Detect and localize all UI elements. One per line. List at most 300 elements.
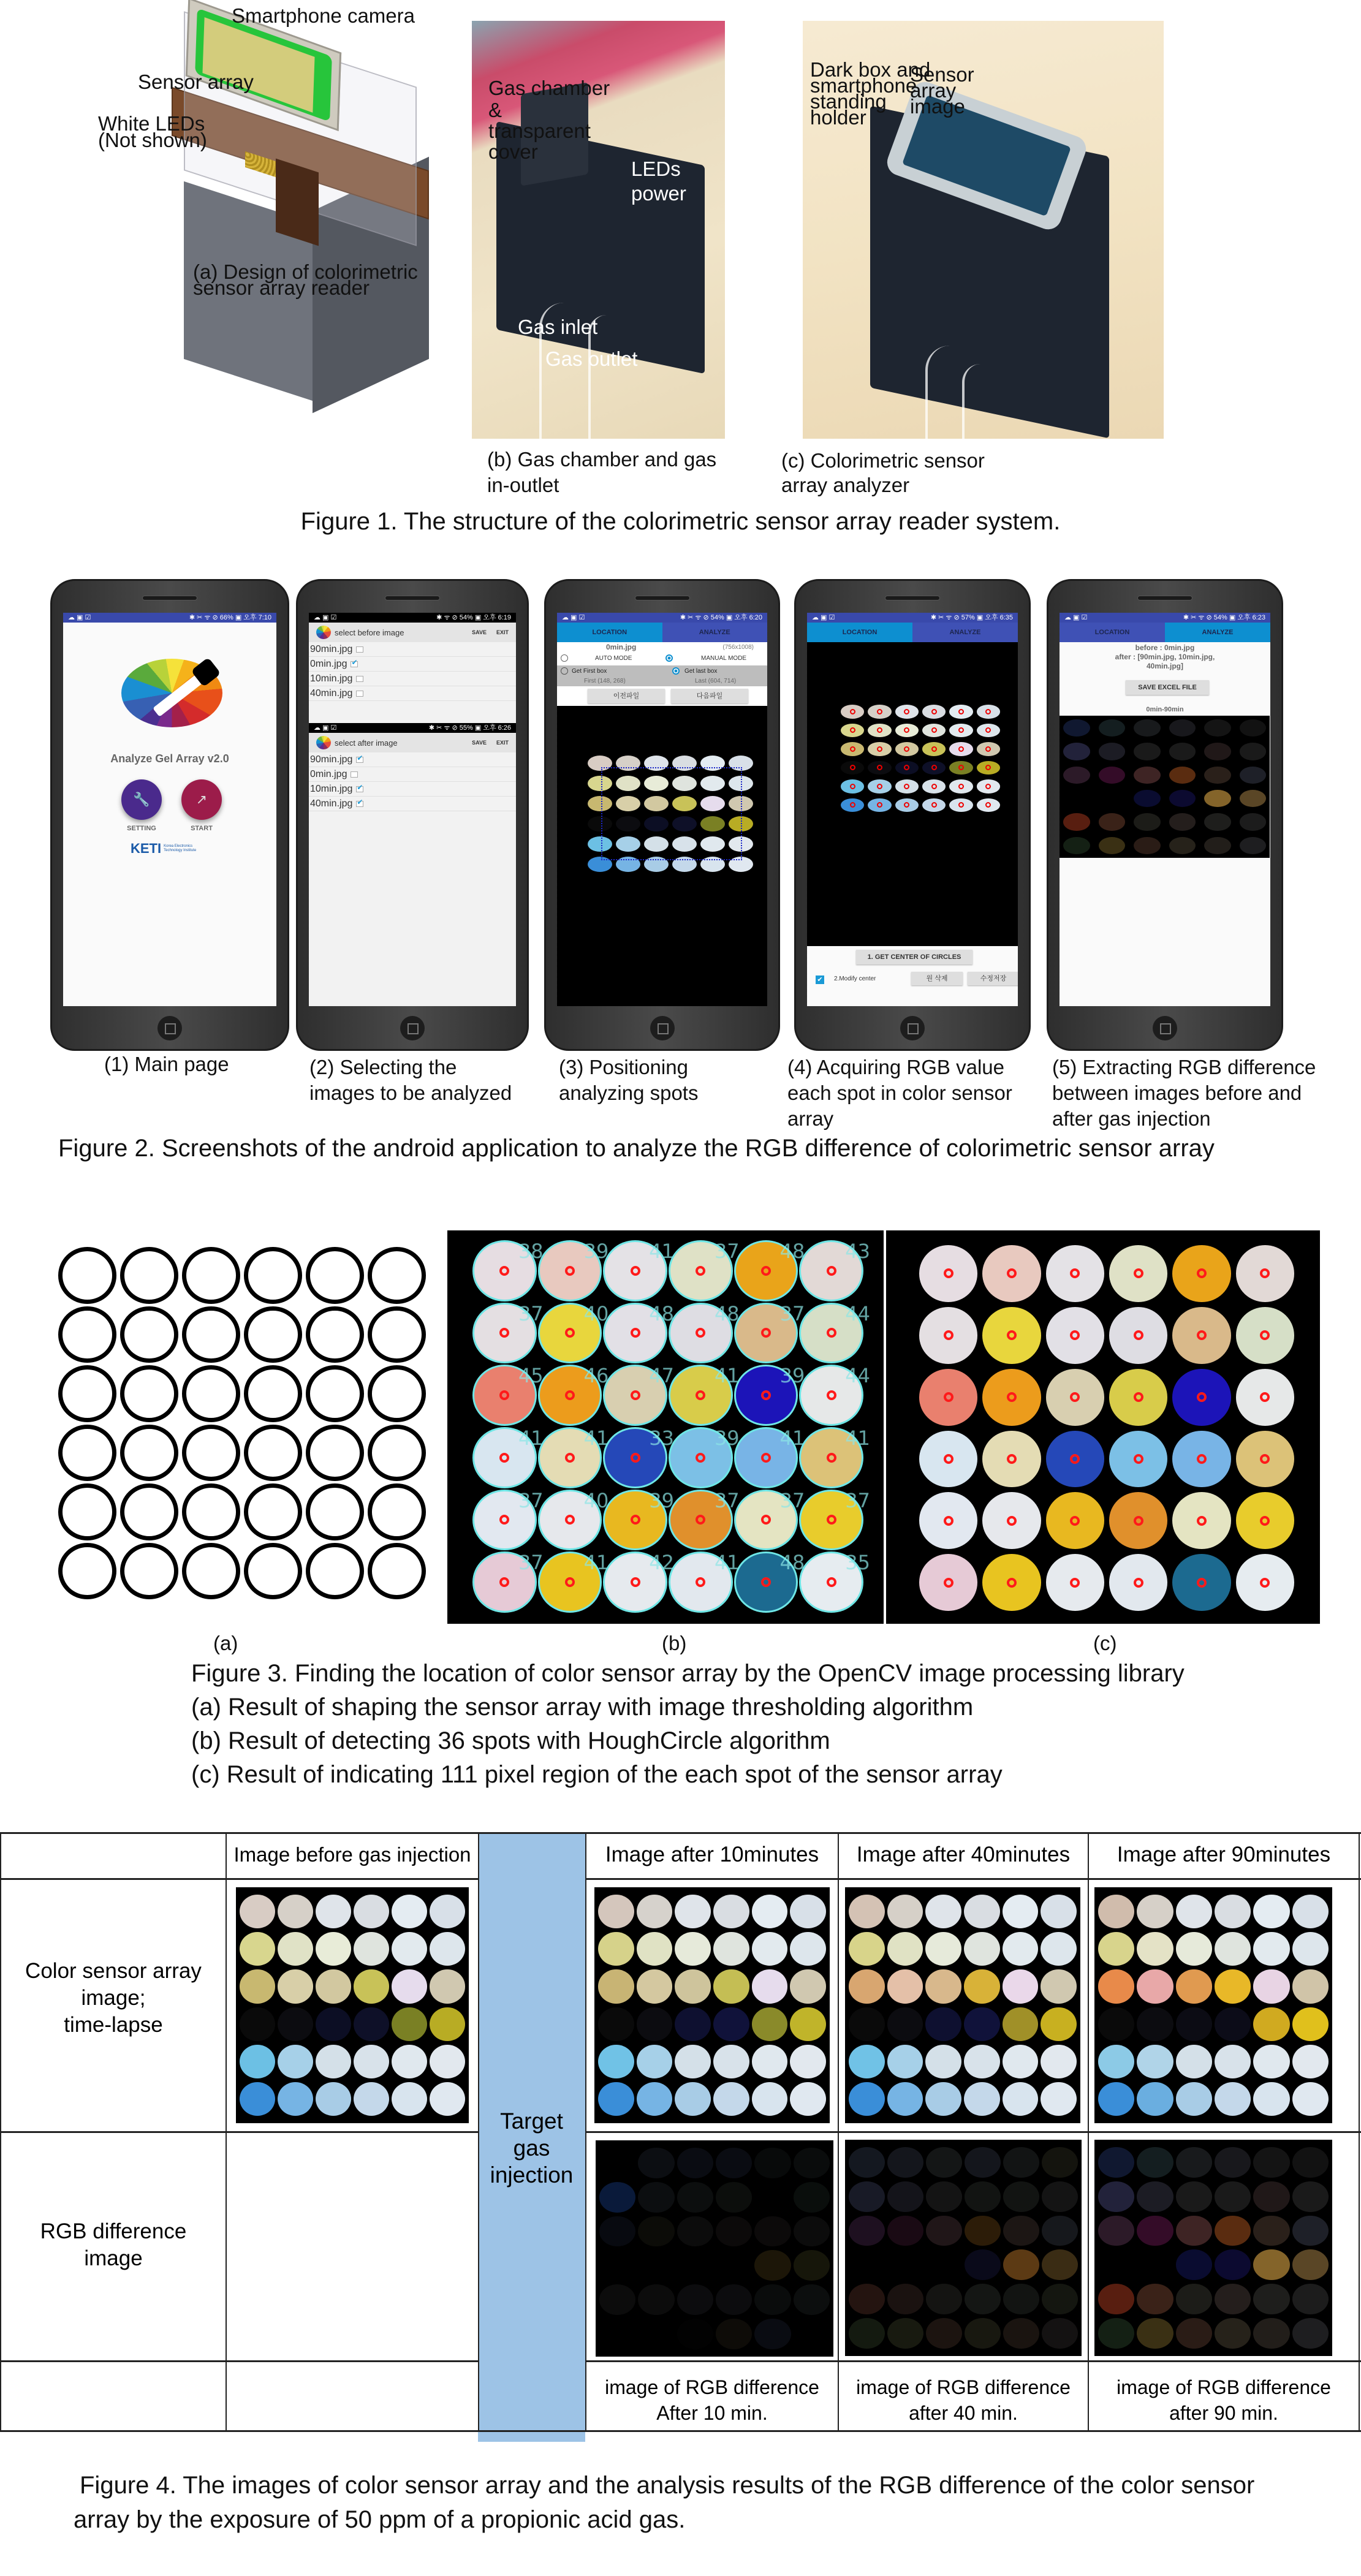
sensor-spot	[849, 2082, 885, 2116]
spot-radius-label: 39	[714, 1426, 740, 1450]
sensor-spot	[1172, 1554, 1230, 1611]
sensor-spot	[895, 705, 919, 719]
threshold-spot	[58, 1483, 116, 1540]
spot-center-marker	[1134, 1268, 1143, 1278]
after-title: select after image	[335, 738, 398, 748]
sensor-spot	[868, 779, 891, 794]
before-title: select before image	[335, 627, 404, 637]
sensor-spot	[1169, 719, 1196, 737]
threshold-spot	[58, 1365, 116, 1422]
sensor-spot	[736, 1551, 805, 1611]
sensor-spot	[1098, 2007, 1134, 2041]
spot-center-marker	[827, 1453, 836, 1463]
sensor-spot	[1098, 2147, 1134, 2178]
sensor-spot	[752, 2045, 788, 2078]
after-save-button[interactable]: SAVE	[472, 740, 487, 746]
spot-center-marker	[1070, 1392, 1080, 1402]
sensor-spot	[868, 742, 891, 756]
manual-mode-radio[interactable]	[665, 654, 673, 662]
sensor-spot	[790, 1932, 826, 1966]
spot-radius-label: 37	[779, 1488, 805, 1512]
file-nav	[557, 686, 767, 706]
figure1-panel-a-drawing	[92, 0, 466, 441]
fig2-caption-5a: (5) Extracting RGB difference	[1052, 1056, 1316, 1078]
sensor-spot	[895, 798, 919, 813]
spot-center-marker	[958, 746, 964, 752]
sensor-spot	[1137, 2007, 1173, 2041]
spot-center-marker	[1260, 1268, 1270, 1278]
sensor-spot	[1292, 2082, 1329, 2116]
spot-radius-label: 46	[583, 1364, 609, 1388]
diff-label: 0min-90min	[1146, 706, 1184, 713]
sensor-spot	[540, 1240, 609, 1300]
label-cover: cover	[488, 140, 538, 163]
detected-centers-image[interactable]	[841, 705, 1000, 812]
label-gas-inlet: Gas inlet	[518, 316, 598, 338]
checkbox[interactable]	[356, 691, 363, 697]
label-sensor: Sensor	[910, 63, 974, 86]
sensor-spot	[392, 1932, 427, 1966]
sensor-spot	[278, 2007, 313, 2041]
sensor-spot	[1134, 719, 1161, 737]
auto-mode-radio[interactable]	[561, 654, 568, 662]
checkbox-checked[interactable]	[356, 786, 363, 792]
sensor-spot	[1003, 2216, 1039, 2246]
sensor-spot	[964, 2045, 1000, 2078]
sensor-spot	[1292, 2216, 1329, 2246]
sensor-spot	[965, 2284, 1001, 2314]
sensor-spot	[278, 1969, 313, 2003]
prev-file-button[interactable]: 이전파일	[588, 689, 665, 703]
sensor-spot	[430, 1895, 465, 1928]
sensor-spot	[638, 2182, 674, 2213]
threshold-spot	[368, 1247, 426, 1304]
spot-center-marker	[1197, 1454, 1207, 1464]
sensor-spot	[794, 2284, 830, 2315]
threshold-spot	[120, 1306, 178, 1363]
table-line	[0, 2131, 478, 2133]
before-file-row[interactable]	[309, 672, 516, 686]
sensor-spot	[1253, 2318, 1289, 2349]
save-edit-button[interactable]: 수정저장	[968, 972, 1018, 985]
threshold-spot	[182, 1483, 240, 1540]
get-center-button[interactable]: 1. GET CENTER OF CIRCLES	[856, 950, 972, 964]
sensor-spot	[1169, 743, 1196, 760]
spot-center-marker	[985, 802, 991, 808]
threshold-spot	[244, 1247, 302, 1304]
sensor-spot	[926, 2249, 962, 2280]
sensor-spot	[430, 1932, 465, 1966]
sensor-spot	[1215, 2007, 1251, 2041]
sensor-spot	[1042, 2216, 1078, 2246]
sensor-spot	[430, 2082, 465, 2116]
file-name: 10min.jpg	[310, 673, 353, 684]
sensor-spot	[1236, 1554, 1294, 1611]
after-file-row[interactable]	[309, 767, 516, 782]
sensor-spot	[392, 2045, 427, 2078]
phone-screen	[557, 613, 767, 1006]
label-white-leds: White LEDs	[98, 112, 205, 135]
fig2-caption-4b: each spot in color sensor	[787, 1082, 1012, 1104]
sensor-spot	[1046, 1307, 1104, 1364]
sensor-spot	[1253, 2147, 1289, 2178]
sensor-spot	[599, 2216, 635, 2247]
sensor-spot	[752, 1932, 788, 1966]
after-file-row[interactable]	[309, 782, 516, 797]
figure1-panel-b-photo	[472, 21, 725, 439]
sensor-spot	[964, 2082, 1000, 2116]
spot-center-marker	[958, 802, 964, 808]
spot-center-marker	[631, 1515, 640, 1525]
sensor-spot	[1134, 743, 1161, 760]
sensor-spot	[925, 1895, 961, 1928]
sensor-spot	[1134, 813, 1161, 830]
sensor-spot	[1041, 1969, 1077, 2003]
sensor-spot	[1041, 2045, 1077, 2078]
wrench-icon: 🔧	[121, 779, 162, 820]
file-name: 0min.jpg	[310, 768, 347, 779]
tab-analyze[interactable]: ANALYZE	[662, 623, 768, 642]
label-transparent: transparent	[488, 119, 591, 142]
sensor-spot	[801, 1240, 870, 1300]
sensor-spot	[670, 1551, 740, 1611]
status-bar	[557, 613, 767, 623]
next-file-button[interactable]: 다음파일	[671, 689, 748, 703]
spot-center-marker	[761, 1515, 771, 1525]
sensor-spot	[982, 1369, 1041, 1426]
sensor-spot	[1137, 1969, 1173, 2003]
sensor-spot	[677, 2319, 713, 2349]
sensor-spot	[794, 2182, 830, 2213]
modify-center-checkbox[interactable]: ✔	[816, 975, 824, 984]
spot-center-marker	[1197, 1392, 1207, 1402]
sensor-spot	[1003, 2318, 1039, 2349]
sensor-spot	[240, 2045, 275, 2078]
spot-radius-label: 39	[649, 1488, 674, 1512]
spot-center-marker	[877, 727, 882, 733]
sensor-spot	[392, 1895, 427, 1928]
checkbox-checked[interactable]	[356, 801, 363, 807]
threshold-spot	[120, 1365, 178, 1422]
sensor-spot	[1176, 2147, 1212, 2178]
sensor-spot	[1236, 1431, 1294, 1488]
sensor-spot	[1292, 2147, 1329, 2178]
sensor-spot	[670, 1240, 740, 1300]
spot-center-marker	[565, 1328, 575, 1338]
spot-center-marker	[877, 765, 882, 770]
before-header	[309, 623, 516, 642]
sensor-spot	[1041, 1895, 1077, 1928]
sensor-spot	[1003, 1969, 1039, 2003]
spot-radius-label: 41	[845, 1426, 870, 1450]
sensor-spot	[926, 2216, 962, 2246]
spot-center-marker	[499, 1266, 509, 1276]
spot-center-marker	[565, 1453, 575, 1463]
keti-sub2: Technology Institute	[164, 849, 197, 852]
sensor-spot	[1240, 790, 1267, 807]
fig2-caption-5b: between images before and	[1052, 1082, 1302, 1104]
footer-40-line1: image of RGB difference	[856, 2376, 1071, 2398]
status-icons-left: ☁ ▣ ☑	[314, 614, 337, 621]
table-line	[1088, 1832, 1089, 2431]
row2-label-line2: image	[84, 2246, 143, 2270]
sensor-spot	[677, 2148, 713, 2178]
sensor-spot	[670, 1364, 740, 1424]
status-icons-left: ☁ ▣ ☑	[1064, 614, 1088, 621]
figure3-title: Figure 3. Finding the location of color sensor array by the OpenCV image processing library	[191, 1660, 1185, 1687]
sensor-spot	[754, 2216, 790, 2247]
sensor-spot	[1253, 2249, 1289, 2280]
sensor-spot	[1176, 2007, 1212, 2041]
setting-button[interactable]	[121, 779, 162, 832]
sensor-spot	[849, 2284, 885, 2314]
spot-center-marker	[985, 709, 991, 714]
sensor-spot	[841, 742, 864, 756]
spot-radius-label: 48	[779, 1551, 805, 1575]
sensor-spot	[949, 724, 972, 738]
header-after40: Image after 40minutes	[856, 1843, 1071, 1866]
diff-40min-image	[845, 2140, 1082, 2356]
sensor-spot	[1003, 2249, 1039, 2280]
sensor-spot	[1292, 2045, 1329, 2078]
sensor-spot	[982, 1554, 1041, 1611]
table-line	[585, 1832, 586, 2431]
spot-center-marker	[827, 1515, 836, 1525]
sensor-spot	[1137, 2045, 1173, 2078]
checkbox[interactable]	[356, 646, 363, 653]
status-icons-right: ✱ ᯤ ⊘ 54% ▣ 오후 6:19	[436, 614, 511, 621]
sensor-spot	[1215, 2284, 1251, 2314]
first-box-radio[interactable]	[561, 667, 568, 675]
threshold-spot	[120, 1483, 178, 1540]
sensor-spot	[1292, 2284, 1329, 2314]
sensor-spot	[1292, 2181, 1329, 2212]
sensor-spot	[474, 1301, 544, 1362]
sensor-spot	[964, 2007, 1000, 2041]
threshold-image	[58, 1247, 426, 1599]
label-gas-chamber: Gas chamber	[488, 77, 610, 99]
sensor-spot	[677, 2182, 713, 2213]
delete-circle-button[interactable]: 원 삭제	[911, 972, 963, 985]
selection-box	[601, 767, 742, 860]
label-leds-power: LEDs power	[631, 157, 686, 205]
label-image: image	[910, 95, 965, 118]
sensor-spot	[637, 1969, 673, 2003]
after-file-row[interactable]	[309, 752, 516, 767]
fig2-caption-3b: analyzing spots	[559, 1082, 699, 1104]
checkbox[interactable]	[351, 771, 358, 778]
sensor-spot	[1063, 837, 1090, 854]
file-name: 40min.jpg	[310, 798, 353, 809]
save-excel-button[interactable]: SAVE EXCEL FILE	[1126, 680, 1209, 695]
checkbox-checked[interactable]	[351, 661, 358, 667]
status-icons-right: ✱ ✂ ᯤ ⊘ 54% ▣ 오후 6:20	[680, 614, 762, 621]
fig1b-caption-1: (b) Gas chamber and gas	[487, 448, 717, 471]
sensor-spot	[982, 1431, 1041, 1488]
sensor-spot	[1003, 1932, 1039, 1966]
threshold-spot	[244, 1365, 302, 1422]
spot-center-marker	[1260, 1392, 1270, 1402]
spot-center-marker	[850, 727, 855, 733]
spot-center-marker	[761, 1453, 771, 1463]
sensor-spot	[754, 2182, 790, 2213]
spot-radius-label: 40	[583, 1301, 609, 1325]
app-logo-icon	[316, 736, 331, 749]
sensor-spot	[1204, 790, 1231, 807]
tab-location[interactable]: LOCATION	[1060, 623, 1165, 642]
figure1-panel-c-photo	[803, 21, 1164, 439]
sensor-spot	[841, 705, 864, 719]
before-file-row[interactable]	[309, 657, 516, 672]
spot-center-marker	[499, 1515, 509, 1525]
footer-40-line2: after 40 min.	[909, 2402, 1018, 2424]
sensor-spot	[713, 1895, 749, 1928]
sensor-spot	[849, 2216, 885, 2246]
spot-radius-label: 43	[845, 1240, 870, 1263]
sensor-spot	[240, 1895, 275, 1928]
fig1a-caption-2: sensor array reader	[193, 276, 370, 299]
spot-radius-label: 48	[779, 1240, 805, 1263]
spot-center-marker	[1007, 1578, 1017, 1588]
tab-bar	[807, 623, 1018, 642]
after-file-row[interactable]	[309, 797, 516, 811]
row1-label-line2: image;	[81, 1986, 146, 2010]
sensor-spot	[713, 1932, 749, 1966]
threshold-spot	[306, 1306, 364, 1363]
home-button[interactable]	[157, 1016, 182, 1040]
timelapse-90min-image	[1094, 1887, 1332, 2123]
box-panel	[557, 665, 767, 686]
after-exit-button[interactable]: EXIT	[496, 740, 509, 746]
sensor-spot	[922, 724, 946, 738]
spot-center-marker	[958, 727, 964, 733]
spot-center-marker	[985, 784, 991, 789]
sensor-spot	[736, 1240, 805, 1300]
home-button[interactable]	[400, 1016, 425, 1040]
home-button[interactable]	[650, 1016, 675, 1040]
spot-center-marker	[761, 1577, 771, 1587]
spot-center-marker	[1070, 1268, 1080, 1278]
sensor-spot	[1176, 2249, 1212, 2280]
sensor-spot	[605, 1364, 674, 1424]
analysis-summary	[1060, 643, 1270, 671]
sensor-spot	[474, 1551, 544, 1611]
sensor-spot	[794, 2216, 830, 2247]
sensor-spot	[925, 2007, 961, 2041]
sensor-spot	[868, 724, 891, 738]
sensor-spot	[752, 1969, 788, 2003]
spot-radius-label: 48	[714, 1301, 740, 1325]
spot-center-marker	[696, 1328, 705, 1338]
sensor-spot	[754, 2148, 790, 2178]
before-file-row[interactable]	[309, 642, 516, 657]
phone-select-images	[296, 579, 529, 1051]
before-save-button[interactable]: SAVE	[472, 629, 487, 635]
sensor-spot	[752, 2007, 788, 2041]
home-button[interactable]	[900, 1016, 925, 1040]
spot-center-marker	[696, 1453, 705, 1463]
phone-speaker	[1137, 596, 1192, 600]
tab-analyze[interactable]: ANALYZE	[912, 623, 1018, 642]
before-file-row[interactable]	[309, 686, 516, 701]
fig2-caption-4c: array	[787, 1107, 834, 1130]
fig1b-caption-2: in-outlet	[487, 474, 559, 496]
before-exit-button[interactable]: EXIT	[496, 629, 509, 635]
file-name: 90min.jpg	[310, 643, 353, 654]
spot-center-marker	[944, 1454, 953, 1464]
spot-center-marker	[850, 746, 855, 752]
tab-location[interactable]: LOCATION	[807, 623, 912, 642]
status-icons-left: ☁ ▣ ☑	[314, 724, 337, 732]
sensor-spot	[977, 798, 1000, 813]
sensor-spot	[540, 1301, 609, 1362]
start-label: START	[191, 825, 213, 832]
spot-center-marker	[985, 727, 991, 733]
last-box-radio[interactable]	[672, 667, 680, 675]
sensor-spot	[713, 2007, 749, 2041]
sensor-spot	[599, 2284, 635, 2315]
spot-center-marker	[1007, 1516, 1017, 1526]
sensor-spot	[637, 2045, 673, 2078]
label-dark-box: Dark box and	[810, 58, 931, 81]
sensor-spot	[1292, 2249, 1329, 2280]
spot-center-marker	[1134, 1454, 1143, 1464]
footer-90-line1: image of RGB difference	[1116, 2376, 1331, 2398]
sensor-spot	[841, 779, 864, 794]
sensor-spot	[637, 1895, 673, 1928]
start-button[interactable]	[181, 779, 222, 832]
sensor-spot	[801, 1551, 870, 1611]
sensor-spot	[964, 1932, 1000, 1966]
sensor-spot	[949, 779, 972, 794]
tab-analyze[interactable]: ANALYZE	[1165, 623, 1270, 642]
timelapse-10min-image	[594, 1887, 830, 2123]
sensor-spot	[1098, 1932, 1134, 1966]
home-button[interactable]	[1153, 1016, 1177, 1040]
sensor-spot	[1098, 2284, 1134, 2314]
sensor-spot	[1215, 2082, 1251, 2116]
spot-center-marker	[1007, 1268, 1017, 1278]
sensor-spot	[919, 1492, 977, 1549]
label-standing: standing	[810, 90, 887, 113]
sensor-spot	[868, 798, 891, 813]
checkbox-checked[interactable]	[356, 757, 363, 763]
status-bar	[807, 613, 1018, 623]
spot-center-marker	[1070, 1578, 1080, 1588]
sensor-spot	[716, 2216, 752, 2247]
sensor-spot	[1236, 1307, 1294, 1364]
sensor-spot	[1099, 719, 1126, 737]
checkbox[interactable]	[356, 676, 363, 682]
spot-center-marker	[499, 1328, 509, 1338]
sensor-spot	[316, 2045, 351, 2078]
sensor-spot	[316, 1969, 351, 2003]
sensor-spot	[1253, 2284, 1289, 2314]
sensor-spot	[1215, 2181, 1251, 2212]
sensor-spot	[1109, 1431, 1167, 1488]
get-last-box-label: Get last box	[684, 668, 718, 675]
spot-center-marker	[904, 802, 909, 808]
fig2-caption-5c: after gas injection	[1052, 1107, 1211, 1130]
sensor-spot	[716, 2148, 752, 2178]
threshold-spot	[58, 1247, 116, 1304]
sensor-spot	[922, 761, 946, 775]
spot-center-marker	[931, 746, 937, 752]
sensor-spot	[1134, 790, 1161, 807]
tab-location[interactable]: LOCATION	[557, 623, 662, 642]
sensor-spot	[675, 2082, 711, 2116]
sensor-spot	[801, 1488, 870, 1549]
